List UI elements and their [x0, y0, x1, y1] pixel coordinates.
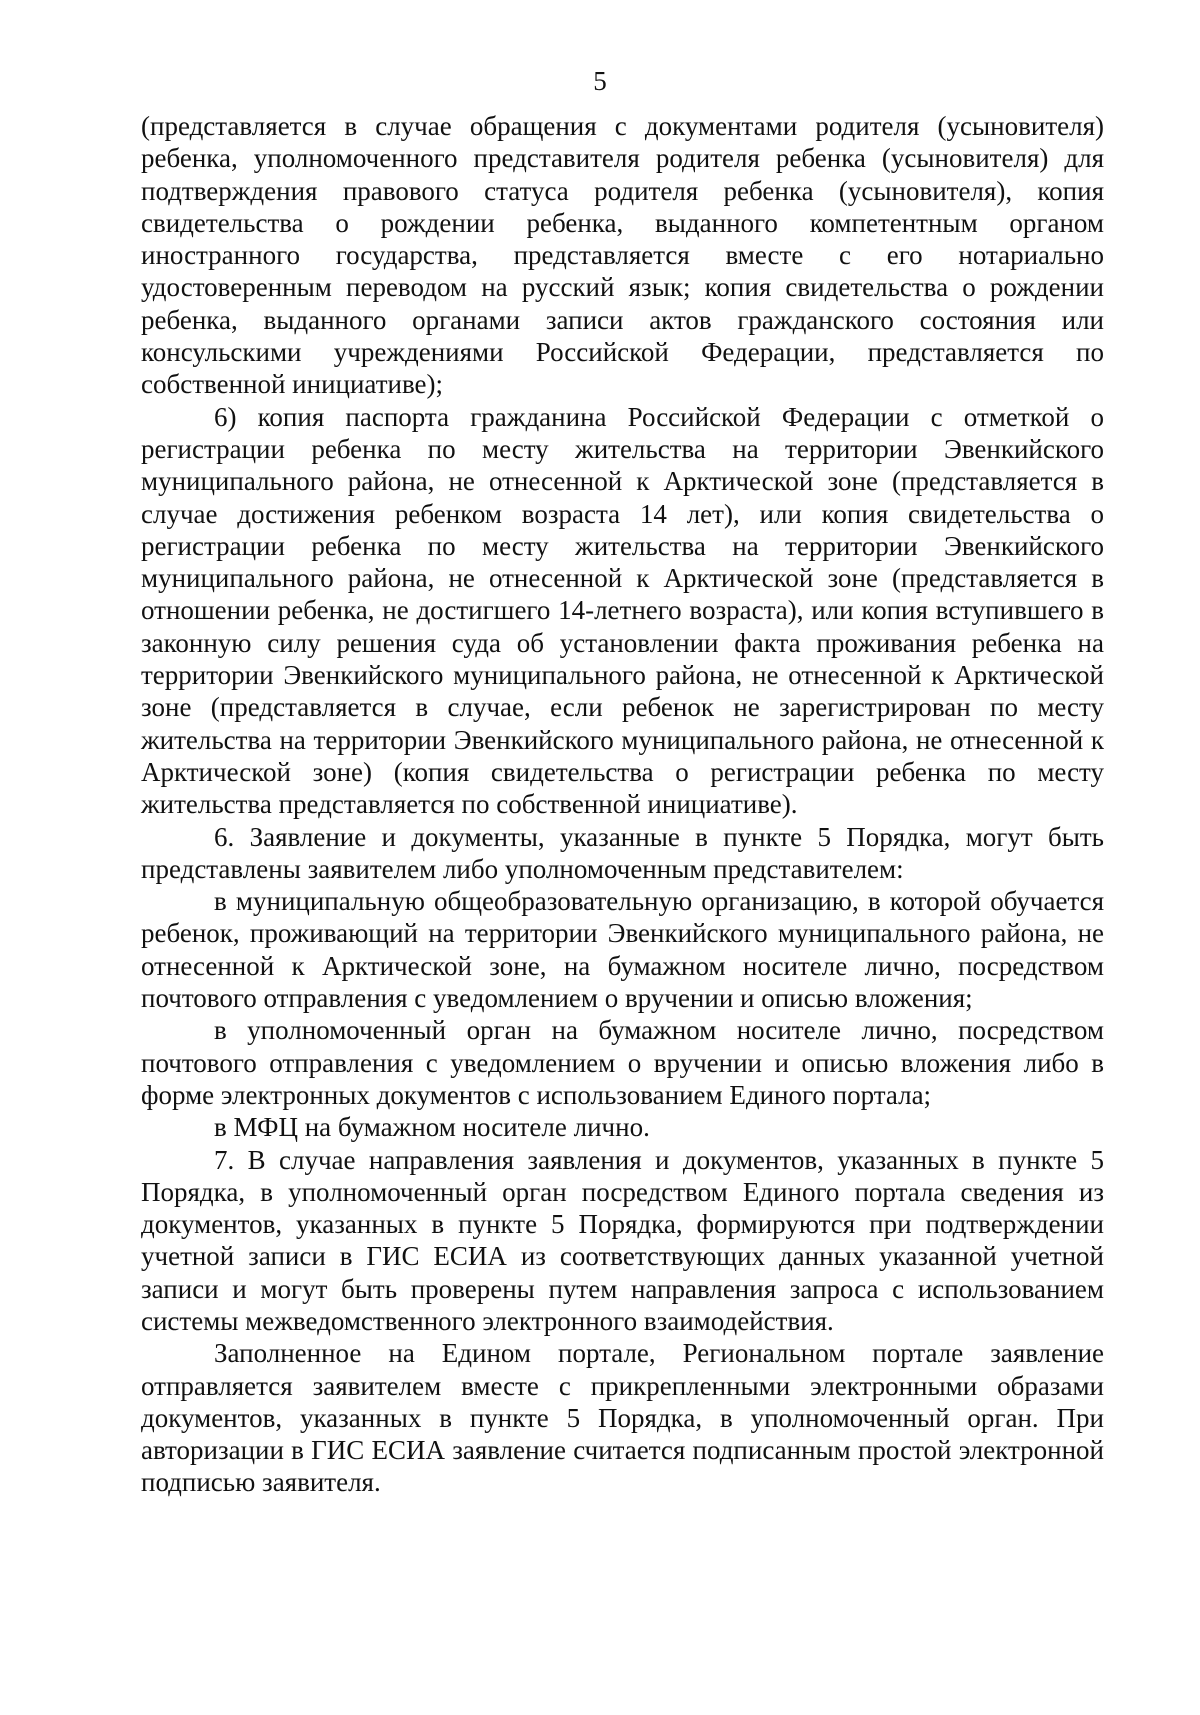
paragraph-item-6-passport-copy: 6) копия паспорта гражданина Российской Федерации с отметкой о регистрации ребенка по месту жительства на территории Эвенкийского муниципального района, не отнесенной к Арктической зоне (представляется в случае достижения ребенком возраста 14 лет), или копия свидетельства о регистрации ребенка по месту жительства на территории Эвенкийского муниципального района, не отнесенной к Арктической зоне (представляется в отношении ребенка, не достигшего 14-летнего возраста), или копия вступившего в законную силу решения суда об установлении факта проживания ребенка на территории Эвенкийского муниципального района, не отнесенной к Арктической зоне (представляется в случае, если ребенок не зарегистрирован по месту жительства на территории Эвенкийского муниципального района, не отнесенной к Арктической зоне) (копия свидетельства о регистрации ребенка по месту жительства представляется по собственной инициативе).	[141, 401, 1104, 820]
paragraph-submission-mfc: в МФЦ на бумажном носителе лично.	[214, 1112, 650, 1143]
paragraph-clause-7: 7. В случае направления заявления и документов, указанных в пункте 5 Порядка, в уполномоченный орган посредством Единого портала сведения из документов, указанных в пункте 5 Порядка, формируются при подтверждении учетной записи в ГИС ЕСИА из соответствующих данных указанной учетной записи и могут быть проверены путем направления запроса с использованием системы межведомственного электронного взаимодействия.	[141, 1144, 1104, 1336]
paragraph-portal-application: Заполненное на Едином портале, Региональном портале заявление отправляется заявителем вместе с прикрепленными электронными образами документов, указанных в пункте 5 Порядка, в уполномоченный орган. При авторизации в ГИС ЕСИА заявление считается подписанным простой электронной подписью заявителя.	[141, 1338, 1104, 1498]
paragraph-birth-certificate-continuation: (представляется в случае обращения с документами родителя (усыновителя) ребенка, уполномоченного представителя родителя ребенка (усыновителя) для подтверждения правового статуса родителя ребенка (усыновителя), копия свидетельства о рождении ребенка, выданного компетентным органом иностранного государства, представляется вместе с его нотариально удостоверенным переводом на русский язык; копия свидетельства о рождении ребенка, выданного органами записи актов гражданского состояния или консульскими учреждениями Российской Федерации, представляется по собственной инициативе);	[141, 111, 1104, 400]
paragraph-submission-school: в муниципальную общеобразовательную организацию, в которой обучается ребенок, проживающий на территории Эвенкийского муниципального района, не отнесенной к Арктической зоне, на бумажном носителе лично, посредством почтового отправления с уведомлением о вручении и описью вложения;	[141, 886, 1104, 1014]
paragraph-clause-6: 6. Заявление и документы, указанные в пункте 5 Порядка, могут быть представлены заявителем либо уполномоченным представителем:	[141, 821, 1104, 884]
paragraph-submission-authority: в уполномоченный орган на бумажном носителе лично, посредством почтового отправления с уведомлением о вручении и описью вложения либо в форме электронных документов с использованием Единого портала;	[141, 1015, 1104, 1110]
document-body	[141, 110, 1104, 1499]
page-number: 5	[593, 66, 607, 96]
